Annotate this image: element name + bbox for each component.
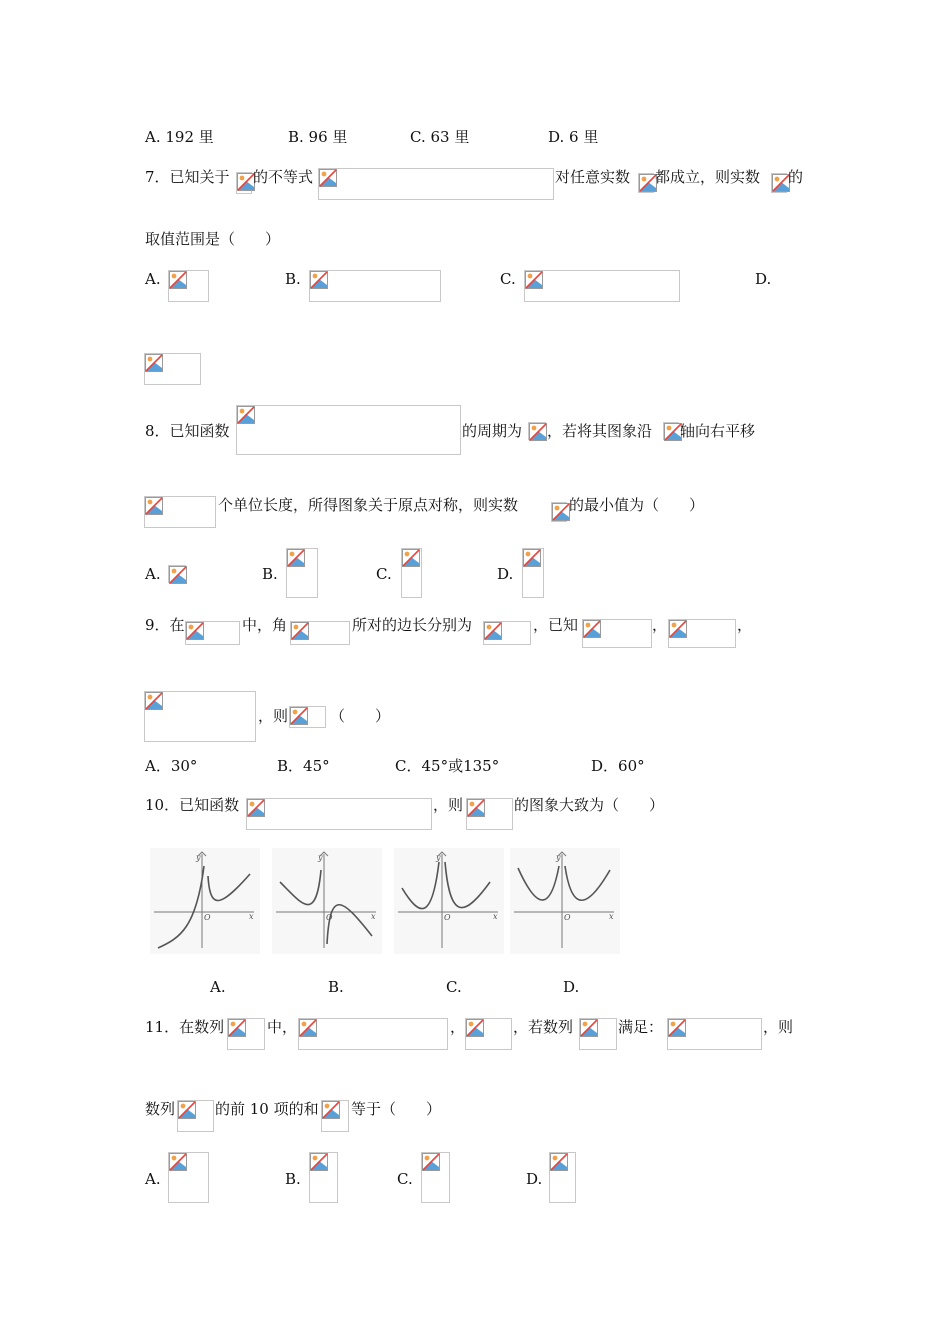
- q8-option-c-formula: [401, 548, 422, 598]
- graph-a-y-label: y: [196, 853, 201, 862]
- graph-b-x-label: x: [371, 912, 376, 921]
- q7-text-line2: 取值范围是（ ）: [145, 230, 281, 248]
- q11-text-2: 中，: [267, 1018, 298, 1036]
- broken-image-icon: [550, 1153, 568, 1171]
- q8-text-3: ，若将其图象沿: [547, 422, 653, 440]
- q9-formula-given-3: [144, 691, 256, 742]
- q9-option-c: C．45°或135°: [395, 757, 500, 775]
- q10-formula-function: [246, 798, 432, 830]
- q8-text-1: 8．已知函数: [145, 422, 230, 440]
- broken-image-icon: [529, 423, 547, 441]
- q11-text-5: 满足：: [618, 1018, 664, 1036]
- graph-b-origin-label: O: [326, 913, 333, 922]
- q7-option-a-label: A.: [145, 270, 161, 288]
- broken-image-icon: [668, 1019, 686, 1037]
- q8-option-a-formula: [168, 565, 186, 583]
- q11-text-6: ，则: [763, 1018, 794, 1036]
- broken-image-icon: [299, 1019, 317, 1037]
- broken-image-icon: [319, 169, 337, 187]
- q11-text-line2-c: 等于（ ）: [351, 1100, 442, 1118]
- q9-text-7: ，则: [258, 707, 289, 725]
- broken-image-icon: [322, 1101, 340, 1119]
- q6-option-c: C. 63 里: [410, 128, 470, 146]
- broken-image-icon: [467, 799, 485, 817]
- q7-text-4: 都成立，则实数: [655, 168, 761, 186]
- q8-formula-param: [551, 502, 567, 522]
- q8-option-a-label: A.: [145, 565, 161, 583]
- q9-text-1: 9．在: [145, 616, 185, 634]
- q10-text-1: 10．已知函数: [145, 796, 240, 814]
- q8-option-b-label: B.: [262, 565, 278, 583]
- q7-option-d-label: D.: [755, 270, 772, 288]
- broken-image-icon: [523, 549, 541, 567]
- q10-graph-a: [150, 848, 260, 954]
- q8-option-c-label: C.: [376, 565, 392, 583]
- q6-option-d: D. 6 里: [548, 128, 599, 146]
- q10-formula-expr: [466, 798, 513, 830]
- broken-image-icon: [583, 620, 601, 638]
- q11-option-c-label: C.: [397, 1170, 413, 1188]
- q11-formula-seq-a: [227, 1018, 265, 1050]
- broken-image-icon: [466, 1019, 484, 1037]
- q11-option-d-formula: [549, 1152, 576, 1203]
- q8-text-2: 的周期为: [462, 422, 523, 440]
- broken-image-icon: [484, 622, 502, 640]
- q9-formula-answer: [289, 706, 326, 728]
- q11-option-c-formula: [421, 1152, 450, 1203]
- q8-text-6: 的最小值为（ ）: [569, 496, 705, 514]
- q11-option-b-label: B.: [285, 1170, 301, 1188]
- q10-text-2: ，则: [433, 796, 464, 814]
- broken-image-icon: [145, 497, 163, 515]
- q7-formula-var: [638, 173, 654, 193]
- q9-text-6: ，: [737, 616, 753, 634]
- graph-a-x-label: x: [249, 912, 254, 921]
- broken-image-icon: [169, 271, 187, 289]
- broken-image-icon: [145, 692, 163, 710]
- q11-text-line2-a: 数列: [145, 1100, 176, 1118]
- q10-graph-d: [510, 848, 620, 954]
- q9-formula-triangle: [185, 621, 240, 645]
- q11-formula-sum: [321, 1100, 349, 1132]
- q9-option-a: A．30°: [145, 757, 198, 775]
- q8-formula-axis: [663, 422, 679, 440]
- q6-option-b: B. 96 里: [288, 128, 348, 146]
- q9-text-2: 中，角: [242, 616, 288, 634]
- graph-d-y-label: y: [556, 853, 561, 862]
- q9-text-4: ，已知: [533, 616, 579, 634]
- q8-option-b-formula: [286, 548, 318, 598]
- q10-option-d: D.: [563, 978, 580, 996]
- q7-option-b-formula: [309, 270, 441, 302]
- broken-image-icon: [178, 1101, 196, 1119]
- q11-option-b-formula: [309, 1152, 338, 1203]
- broken-image-icon: [169, 566, 187, 584]
- broken-image-icon: [669, 620, 687, 638]
- q10-graph-c: [394, 848, 504, 954]
- q7-formula-inequality: [318, 168, 554, 200]
- q11-text-3: ，: [450, 1018, 466, 1036]
- q9-formula-given-2: [668, 619, 736, 648]
- q9-formula-sides: [483, 621, 531, 645]
- q10-option-c: C.: [446, 978, 462, 996]
- q11-text-4: ，若数列: [513, 1018, 574, 1036]
- q9-formula-angles: [290, 621, 350, 645]
- graph-c-y-label: y: [436, 853, 441, 862]
- broken-image-icon: [169, 1153, 187, 1171]
- q7-text-1: 7．已知关于: [145, 168, 230, 186]
- q7-text-3: 对任意实数: [555, 168, 631, 186]
- q10-text-3: 的图象大致为（ ）: [514, 796, 665, 814]
- graph-c-origin-label: O: [444, 913, 451, 922]
- q9-formula-given-1: [582, 619, 652, 648]
- q7-text-2: 的不等式: [253, 168, 314, 186]
- broken-image-icon: [580, 1019, 598, 1037]
- graph-d-origin-label: O: [564, 913, 571, 922]
- broken-image-icon: [310, 271, 328, 289]
- broken-image-icon: [291, 622, 309, 640]
- q8-text-4: 轴向右平移: [680, 422, 756, 440]
- q8-formula-function: [236, 405, 461, 455]
- q11-text-1: 11．在数列: [145, 1018, 225, 1036]
- q9-option-d: D．60°: [591, 757, 645, 775]
- q8-option-d-formula: [522, 548, 544, 598]
- q9-option-b: B．45°: [277, 757, 330, 775]
- q11-formula-recurrence: [298, 1018, 448, 1050]
- graph-b-y-label: y: [318, 853, 323, 862]
- broken-image-icon: [287, 549, 305, 567]
- q8-option-d-label: D.: [497, 565, 514, 583]
- graph-a-origin-label: O: [204, 913, 211, 922]
- q11-formula-seq-b: [579, 1018, 617, 1050]
- q7-formula-param: [771, 173, 787, 193]
- broken-image-icon: [247, 799, 265, 817]
- q11-option-a-formula: [168, 1152, 209, 1203]
- broken-image-icon: [290, 707, 308, 725]
- q8-formula-period: [528, 422, 546, 440]
- q7-option-c-label: C.: [500, 270, 516, 288]
- q10-option-b: B.: [328, 978, 344, 996]
- broken-image-icon: [310, 1153, 328, 1171]
- broken-image-icon: [228, 1019, 246, 1037]
- broken-image-icon: [186, 622, 204, 640]
- broken-image-icon: [422, 1153, 440, 1171]
- q8-text-5: 个单位长度，所得图象关于原点对称，则实数: [218, 496, 519, 514]
- q11-option-d-label: D.: [526, 1170, 543, 1188]
- q9-text-5: ，: [652, 616, 668, 634]
- q11-option-a-label: A.: [145, 1170, 161, 1188]
- q10-graph-b: [272, 848, 382, 954]
- q7-option-d-formula: [144, 353, 201, 385]
- q11-formula-seq-b-2: [177, 1100, 214, 1132]
- q11-text-line2-b: 的前 10 项的和: [215, 1100, 319, 1118]
- q11-formula-b-def: [667, 1018, 762, 1050]
- q7-option-b-label: B.: [285, 270, 301, 288]
- broken-image-icon: [525, 271, 543, 289]
- q9-text-3: 所对的边长分别为: [352, 616, 473, 634]
- broken-image-icon: [237, 406, 255, 424]
- graph-c-x-label: x: [493, 912, 498, 921]
- q11-formula-initial: [465, 1018, 512, 1050]
- q10-option-a: A.: [210, 978, 226, 996]
- q6-option-a: A. 192 里: [145, 128, 214, 146]
- broken-image-icon: [552, 503, 570, 521]
- q7-option-c-formula: [524, 270, 680, 302]
- broken-image-icon: [402, 549, 420, 567]
- q7-option-a-formula: [168, 270, 209, 302]
- q7-formula-x: [236, 172, 252, 194]
- broken-image-icon: [145, 354, 163, 372]
- graph-d-x-label: x: [609, 912, 614, 921]
- q7-text-5: 的: [788, 168, 804, 186]
- q8-formula-shift: [144, 496, 216, 528]
- q9-text-8: （ ）: [330, 707, 391, 725]
